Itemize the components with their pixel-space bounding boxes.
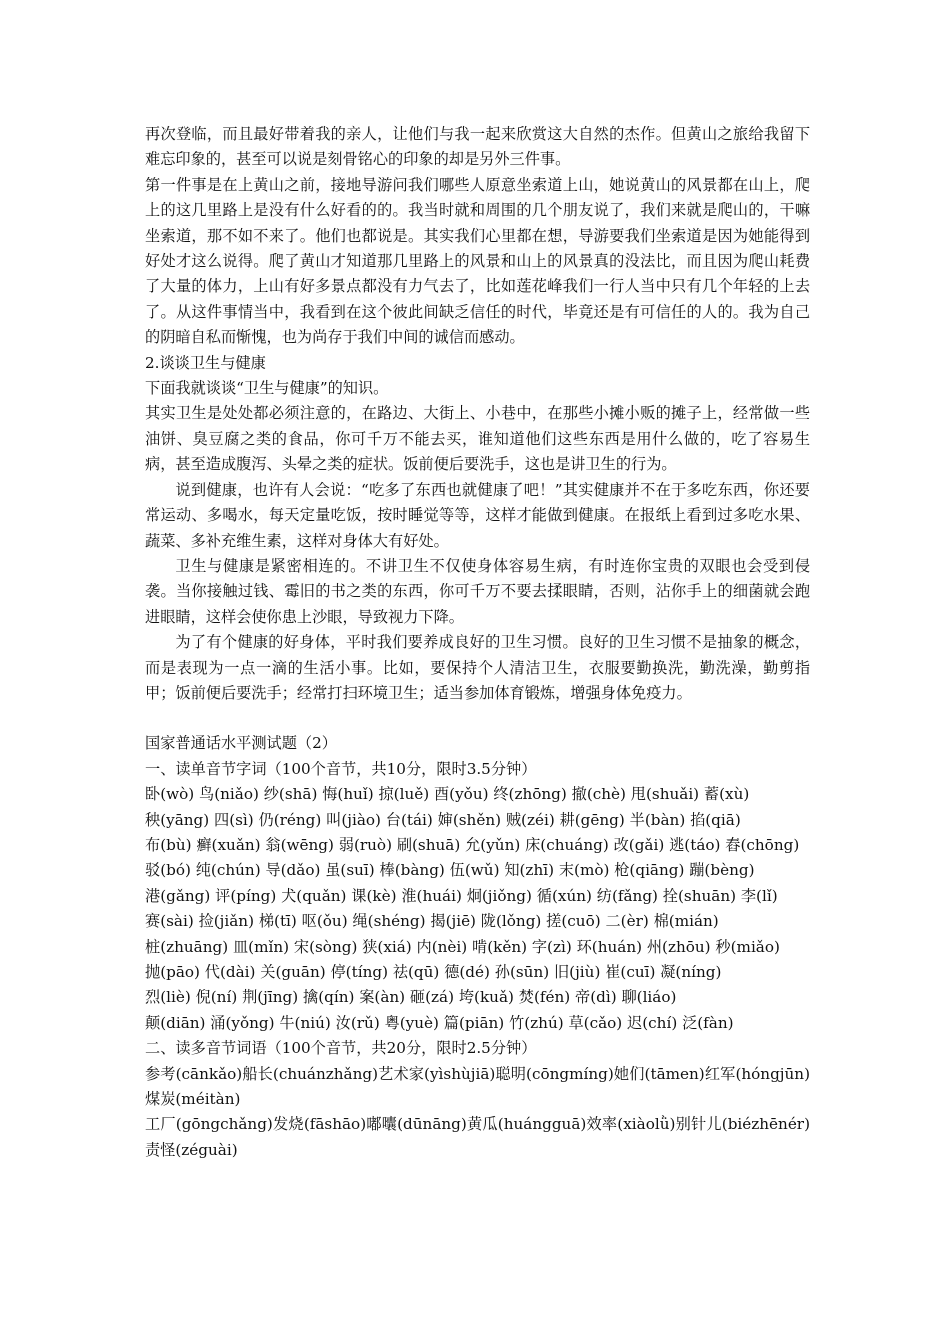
test-title: 国家普通话水平测试题（2） [145,734,337,753]
hygiene-paragraph-4: 为了有个健康的好身体，平时我们要养成良好的卫生习惯。良好的卫生习惯不是抽象的概念，而是表现为一点一滴的生活小事。比如，要保持个人清洁卫生，衣服要勤换洗，勤洗澡，勤剪指甲；饭前便后要洗手；经常打扫环境卫生；适当参加体育锻炼，增强身体免疫力。 [145,633,810,702]
multi-syllable-words-1: 参考(cānkǎo)船长(chuánzhǎng)艺术家(yìshùjiā)聪明(cōngmíng)她们(tāmen)红军(hóngjūn)煤炭(méitàn) [145,1064,810,1109]
hygiene-paragraph-2: 说到健康，也许有人会说：“吃多了东西也就健康了吧！”其实健康并不在于多吃东西，你还要常运动、多喝水，每天定量吃饭，按时睡觉等等，这样才能做到健康。在报纸上看到过多吃水果、蔬菜、多补充维生素，这样对身体大有好处。 [145,480,810,550]
section-heading-hygiene: 2.谈谈卫生与健康 [145,353,266,372]
essay-paragraph-first-event: 第一件事是在上黄山之前，接地导游问我们哪些人原意坐索道上山，她说黄山的风景都在山上，爬上的这几里路上是没有什么好看的的。我当时就和周围的几个朋友说了，我们来就是爬山的，干嘛坐索道，那不如不来了。他们也都说是。其实我们心里都在想，导游要我们坐索道是因为她能得到好处才这么说得。爬了黄山才知道那几里路上的风景和山上的风景真的没法比，而且因为爬山耗费了大量的体力，上山有好多景点都没有力气去了，比如莲花峰我们一行人当中只有几个年轻的上去了。从这件事情当中，我看到在这个彼此间缺乏信任的时代，毕竟还是有可信任的人的。我为自己的阴暗自私而惭愧，也为尚存于我们中间的诚信而感动。 [145,175,810,347]
single-syllable-list [145,782,810,1036]
hygiene-paragraph-1: 其实卫生是处处都必须注意的，在路边、大街上、小巷中，在那些小摊小贩的摊子上，经常做一些油饼、臭豆腐之类的食品，你可千万不能去买，谁知道他们这些东西是用什么做的，吃了容易生病，甚至造成腹泻、头晕之类的症状。饭前便后要洗手，这也是讲卫生的行为。 [145,404,810,474]
section1-heading: 一、读单音节字词（100个音节，共10分，限时3.5分钟） [145,759,537,778]
hygiene-intro: 下面我就谈谈“卫生与健康”的知识。 [145,379,389,398]
essay-paragraph-continued: 再次登临，而且最好带着我的亲人，让他们与我一起来欣赏这大自然的杰作。但黄山之旅给我留下难忘印象的，甚至可以说是刻骨铭心的印象的却是另外三件事。 [145,125,810,169]
syllable-line: 港(gǎng) 评(píng) 犬(quǎn) 课(kè) 淮(huái) 炯(jiǒng) 循(xún) 纺(fǎng) 拴(shuān) 李(lǐ) [145,886,778,905]
blank-line [145,706,810,731]
syllable-line: 颠(diān) 涌(yǒng) 牛(niú) 汝(rǔ) 粤(yuè) 篇(piān) 竹(zhú) 草(cǎo) 迟(chí) 泛(fàn) [145,1013,734,1032]
multi-syllable-words-2: 工厂(gōngchǎng)发烧(fāshāo)嘟囔(dūnāng)黄瓜(huángguā)效率(xiàolǜ)别针儿(biézhēnér)责怪(zéguài) [145,1115,810,1159]
syllable-line: 抛(pāo) 代(dài) 关(guān) 停(tíng) 祛(qū) 德(dé) 孙(sūn) 旧(jiù) 崔(cuī) 凝(níng) [145,963,722,981]
syllable-line: 烈(liè) 倪(ní) 荆(jīng) 擒(qín) 案(àn) 砸(zá) 垮(kuǎ) 焚(fén) 帝(dì) 聊(liáo) [145,988,677,1007]
hygiene-paragraph-3: 卫生与健康是紧密相连的。不讲卫生不仅使身体容易生病，有时连你宝贵的双眼也会受到侵袭。当你接触过钱、霉旧的书之类的东西，你可千万不要去揉眼睛，否则，沾你手上的细菌就会跑进眼睛，这样会使你患上沙眼，导致视力下降。 [145,556,810,626]
syllable-line: 秧(yāng) 四(sì) 仍(réng) 叫(jiào) 台(tái) 婶(shěn) 贼(zéi) 耕(gēng) 半(bàn) 掐(qiā) [145,810,741,829]
section2-heading: 二、读多音节词语（100个音节，共20分，限时2.5分钟） [145,1039,537,1058]
syllable-line: 驳(bó) 纯(chún) 导(dǎo) 虽(suī) 棒(bàng) 伍(wǔ) 知(zhī) 末(mò) 枪(qiāng) 蹦(bèng) [145,861,755,880]
syllable-line: 桩(zhuāng) 皿(mǐn) 宋(sòng) 狭(xiá) 内(nèi) 啃(kěn) 字(zì) 环(huán) 州(zhōu) 秒(miǎo) [145,937,780,956]
syllable-line: 卧(wò) 鸟(niǎo) 纱(shā) 悔(huǐ) 掠(luě) 酉(yǒu) 终(zhōng) 撤(chè) 甩(shuǎi) 蓄(xù) [145,785,750,804]
syllable-line: 布(bù) 癣(xuǎn) 翁(wēng) 弱(ruò) 刷(shuā) 允(yǔn) 床(chuáng) 改(gǎi) 逃(táo) 舂(chōng) [145,835,800,854]
syllable-line: 赛(sài) 捡(jiǎn) 梯(tī) 呕(ǒu) 绳(shéng) 揭(jiē) 陇(lǒng) 搓(cuō) 二(èr) 棉(mián) [145,912,719,931]
